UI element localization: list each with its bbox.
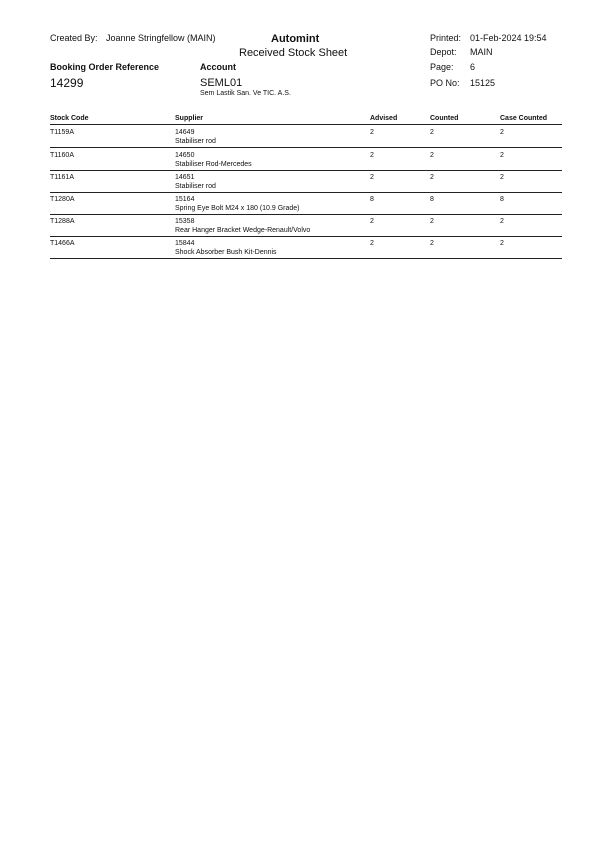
created-by-label: Created By: xyxy=(50,33,98,43)
counted-qty: 8 xyxy=(430,196,434,203)
column-header-counted: Counted xyxy=(430,115,459,122)
printed-label: Printed: xyxy=(430,33,462,43)
column-header-supplier: Supplier xyxy=(175,115,204,122)
depot-value: MAIN xyxy=(470,47,493,57)
supplier-code: 15164 xyxy=(175,196,195,203)
page-label: Page: xyxy=(430,62,454,72)
advised-qty: 2 xyxy=(370,240,374,247)
counted-qty: 2 xyxy=(430,174,434,181)
created-by-value: Joanne Stringfellow (MAIN) xyxy=(106,33,216,43)
account-code: SEML01 xyxy=(200,77,243,89)
po-label: PO No: xyxy=(430,78,460,88)
item-description: Spring Eye Bolt M24 x 180 (10.9 Grade) xyxy=(175,205,300,212)
stock-code: T1280A xyxy=(50,196,75,203)
case-counted-qty: 2 xyxy=(500,218,504,225)
stock-code: T1160A xyxy=(50,152,74,159)
page-number: 6 xyxy=(470,62,476,72)
booking-ref-label: Booking Order Reference xyxy=(50,62,160,72)
supplier-code: 15844 xyxy=(175,240,195,247)
row-divider xyxy=(50,192,562,193)
case-counted-qty: 2 xyxy=(500,174,504,181)
stock-code: T1466A xyxy=(50,240,75,247)
account-label: Account xyxy=(200,62,236,72)
account-name: Sem Lastik San. Ve TIC. A.S. xyxy=(200,90,291,97)
row-divider xyxy=(50,236,562,237)
item-description: Stabiliser rod xyxy=(175,138,216,145)
po-number: 15125 xyxy=(470,78,496,88)
item-description: Stabiliser rod xyxy=(175,183,216,190)
advised-qty: 2 xyxy=(370,152,374,159)
counted-qty: 2 xyxy=(430,218,434,225)
supplier-code: 14651 xyxy=(175,174,195,181)
counted-qty: 2 xyxy=(430,240,434,247)
column-header-case-counted: Case Counted xyxy=(500,115,548,122)
case-counted-qty: 8 xyxy=(500,196,504,203)
advised-qty: 2 xyxy=(370,129,374,136)
item-description: Shock Absorber Bush Kit-Dennis xyxy=(175,249,277,256)
company-name: Automint xyxy=(271,33,320,45)
case-counted-qty: 2 xyxy=(500,240,504,247)
stock-code: T1159A xyxy=(50,129,74,136)
advised-qty: 2 xyxy=(370,174,374,181)
case-counted-qty: 2 xyxy=(500,152,504,159)
stock-code: T1161A xyxy=(50,174,74,181)
advised-qty: 8 xyxy=(370,196,374,203)
item-description: Rear Hanger Bracket Wedge-Renault/Volvo xyxy=(175,227,311,234)
depot-label: Depot: xyxy=(430,47,457,57)
row-divider xyxy=(50,170,562,171)
row-divider xyxy=(50,214,562,215)
page-title: Received Stock Sheet xyxy=(239,47,348,59)
row-divider xyxy=(50,258,562,259)
supplier-code: 14650 xyxy=(175,152,195,159)
printed-value: 01-Feb-2024 19:54 xyxy=(470,33,547,43)
row-divider xyxy=(50,147,562,148)
advised-qty: 2 xyxy=(370,218,374,225)
supplier-code: 14649 xyxy=(175,129,195,136)
stock-code: T1288A xyxy=(50,218,75,225)
booking-ref-value: 14299 xyxy=(50,76,84,90)
column-header-advised: Advised xyxy=(370,115,398,122)
supplier-code: 15358 xyxy=(175,218,195,225)
counted-qty: 2 xyxy=(430,129,434,136)
item-description: Stabiliser Rod-Mercedes xyxy=(175,161,252,168)
case-counted-qty: 2 xyxy=(500,129,504,136)
counted-qty: 2 xyxy=(430,152,434,159)
header-divider xyxy=(50,124,562,125)
column-header-stock-code: Stock Code xyxy=(50,115,89,122)
